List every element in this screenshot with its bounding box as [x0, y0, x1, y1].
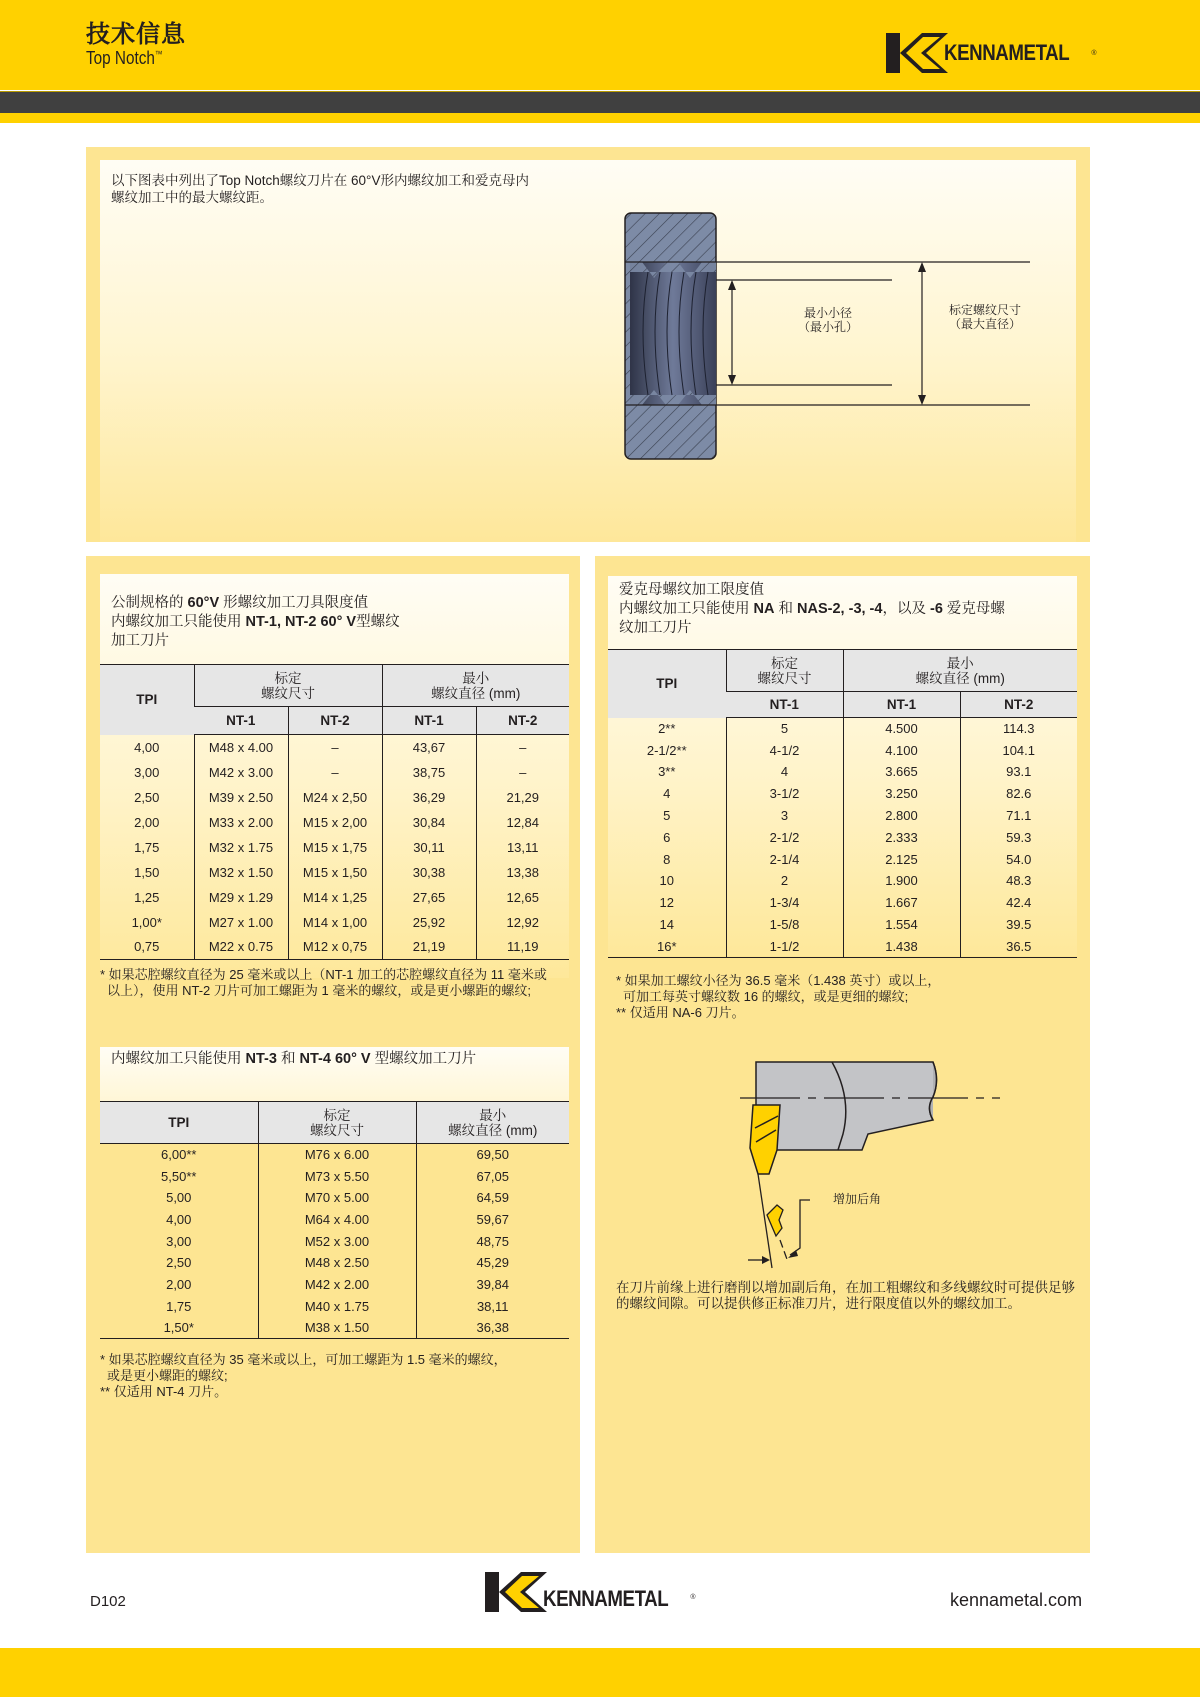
cell-nominal: M52 x 3.00 — [258, 1230, 416, 1252]
cell-nt1: M27 x 1.00 — [194, 910, 288, 935]
cell-tpi: 1,50* — [100, 1317, 258, 1339]
cell-min-nt1: 2.800 — [843, 805, 960, 827]
cell-min: 64,59 — [416, 1187, 569, 1209]
cell-min-nt1: 30,11 — [382, 835, 476, 860]
cell-min-nt1: 4.500 — [843, 718, 960, 740]
cell-nt1: 2-1/4 — [726, 848, 843, 870]
header-yellow-strip — [0, 113, 1200, 123]
thread-section-diagram — [620, 210, 1040, 470]
footnote-line: 可加工每英寸螺纹数 16 的螺纹，或是更细的螺纹; — [623, 989, 909, 1004]
cell-nt2: M24 x 2,50 — [288, 785, 382, 810]
col-header-tpi: TPI — [608, 650, 726, 718]
cell-nominal: M64 x 4.00 — [258, 1209, 416, 1231]
kennametal-k-icon — [485, 1572, 547, 1612]
table-row — [608, 761, 1077, 783]
caption-line: 的螺纹间隙。可以提供修正标准刀片，进行限度值以外的螺纹加工。 — [616, 1296, 1021, 1311]
cell-min-nt2: 36.5 — [960, 935, 1077, 957]
table-row — [100, 1144, 569, 1166]
minor-diameter-label — [783, 306, 873, 334]
major-label-line1: 标定螺纹尺寸 — [948, 303, 1021, 317]
table-row — [608, 935, 1077, 957]
thread-cross-section-icon — [620, 210, 1040, 465]
intro-text-line1: 以下图表中列出了Top Notch螺纹刀片在 60°V形内螺纹加工和爱克母内 — [111, 173, 529, 188]
cell-min-nt2: 12,84 — [476, 810, 569, 835]
cell-min-nt2: 42.4 — [960, 892, 1077, 914]
page-code: D102 — [90, 1593, 126, 1610]
cell-min-nt1: 4.100 — [843, 739, 960, 761]
cell-min-nt1: 1.900 — [843, 870, 960, 892]
boring-bar-diagram — [740, 1050, 1020, 1275]
header-line: 标定 — [274, 670, 302, 686]
cell-tpi: 6 — [663, 829, 671, 845]
col-header-min-diameter — [382, 665, 569, 707]
table-row — [100, 735, 569, 760]
title-part: 内螺纹加工只能使用 — [111, 1051, 246, 1067]
cell-tpi: 1,25 — [134, 889, 160, 905]
cell-nt1: 2 — [726, 870, 843, 892]
cell-min-nt1: 30,38 — [382, 860, 476, 885]
cell-tpi: 6,00** — [161, 1147, 197, 1163]
cell-min-nt2: – — [476, 760, 569, 785]
cell-nominal: M70 x 5.00 — [258, 1187, 416, 1209]
cell-tpi: 1,75 — [134, 839, 160, 855]
title-part: ，以及 — [882, 601, 930, 617]
tool-diagram-caption — [616, 1280, 1086, 1312]
col-header-nt1: NT-1 — [726, 692, 843, 718]
cell-tpi: 1,50 — [134, 864, 160, 880]
cell-tpi: 2,00 — [134, 814, 160, 830]
cell-min-nt2: 54.0 — [960, 848, 1077, 870]
major-diameter-label — [935, 303, 1035, 331]
cell-min-nt2: – — [476, 735, 569, 760]
metric-title-line3: 加工刀片 — [111, 633, 169, 649]
footnote-line: 以上），使用 NT-2 刀片可加工螺距为 1 毫米的螺纹，或是更小螺距的螺纹; — [107, 983, 531, 998]
cell-min-nt2: 48.3 — [960, 870, 1077, 892]
table-row — [608, 870, 1077, 892]
cell-nt2: – — [288, 735, 382, 760]
cell-min-nt2: 12,92 — [476, 910, 569, 935]
cell-min-nt2: 104.1 — [960, 739, 1077, 761]
acme-table-footnote — [616, 973, 1086, 1021]
header-line: 螺纹直径 (mm) — [431, 685, 521, 701]
cell-nt1: M33 x 2.00 — [194, 810, 288, 835]
cell-nominal: M42 x 2.00 — [258, 1274, 416, 1296]
table-row — [608, 914, 1077, 936]
title-part: 内螺纹加工只能使用 — [619, 601, 754, 617]
cell-min-nt2: 12,65 — [476, 885, 569, 910]
intro-text-line2: 螺纹加工中的最大螺纹距。 — [111, 190, 273, 205]
cell-tpi: 12 — [659, 895, 674, 911]
cell-min-nt1: 3.250 — [843, 783, 960, 805]
cell-min-nt1: 1.554 — [843, 914, 960, 936]
footnote-line: ** 仅适用 NA-6 刀片。 — [616, 1005, 745, 1020]
cell-nt1: 3-1/2 — [726, 783, 843, 805]
cell-min: 39,84 — [416, 1274, 569, 1296]
header-line: 螺纹直径 (mm) — [448, 1122, 538, 1138]
cell-nominal: M76 x 6.00 — [258, 1144, 416, 1166]
cell-tpi: 5,50** — [161, 1168, 197, 1184]
col-header-nominal — [258, 1102, 416, 1144]
cell-tpi: 4 — [663, 786, 671, 802]
footer-yellow-band — [0, 1648, 1200, 1697]
cell-min: 38,11 — [416, 1295, 569, 1317]
cell-min-nt1: 36,29 — [382, 785, 476, 810]
subtitle-text: Top Notch — [86, 48, 155, 68]
footnote-line: * 如果芯腔螺纹直径为 25 毫米或以上（NT-1 加工的芯腔螺纹直径为 11 毫米或 — [100, 967, 547, 982]
metric-limits-table — [100, 664, 569, 960]
metric-table-footnote — [100, 967, 570, 999]
header-line: 螺纹直径 (mm) — [915, 670, 1005, 686]
cell-min-nt1: 1.667 — [843, 892, 960, 914]
header-line: 最小 — [946, 655, 974, 671]
title-part: 和 — [774, 601, 798, 617]
cell-tpi: 3,00 — [166, 1233, 192, 1249]
table-row — [100, 760, 569, 785]
cell-min-nt1: 27,65 — [382, 885, 476, 910]
cell-tpi: 14 — [659, 917, 674, 933]
cell-min-nt1: 25,92 — [382, 910, 476, 935]
header-line: 标定 — [771, 655, 798, 671]
table-row — [100, 1317, 569, 1339]
cell-tpi: 8 — [663, 851, 671, 867]
cell-nt1: M48 x 4.00 — [194, 735, 288, 760]
table-row — [608, 805, 1077, 827]
col-header-nt2: NT-2 — [288, 707, 382, 735]
minor-label-line2: （最小孔） — [797, 320, 858, 334]
cell-tpi: 5 — [663, 808, 671, 824]
acme-title-line1: 爱克母螺纹加工限度值 — [619, 582, 764, 598]
cell-tpi: 3,00 — [134, 764, 160, 780]
cell-nominal: M38 x 1.50 — [258, 1317, 416, 1339]
title-part: 形螺纹加工刀具限度值 — [219, 595, 369, 611]
col-header-min-diameter — [843, 650, 1077, 692]
header-line: 螺纹尺寸 — [757, 670, 812, 686]
cell-min-nt1: 38,75 — [382, 760, 476, 785]
table-row — [100, 1295, 569, 1317]
cell-min: 59,67 — [416, 1209, 569, 1231]
intro-text — [111, 172, 541, 206]
cell-min-nt2: 21,29 — [476, 785, 569, 810]
cell-min-nt2: 39.5 — [960, 914, 1077, 936]
cell-min: 36,38 — [416, 1317, 569, 1339]
col-header-tpi: TPI — [100, 1102, 258, 1144]
footnote-line: ** 仅适用 NT-4 刀片。 — [100, 1384, 228, 1399]
header-band — [0, 0, 1200, 90]
cell-nt2: M15 x 1,75 — [288, 835, 382, 860]
minor-label-line1: 最小小径 — [803, 306, 852, 320]
cell-tpi: 4,00 — [166, 1211, 192, 1227]
cell-tpi: 2-1/2** — [646, 742, 687, 758]
cell-nominal: M48 x 2.50 — [258, 1252, 416, 1274]
table-row — [100, 935, 569, 960]
header-line: 标定 — [323, 1107, 351, 1123]
page-title: 技术信息 — [86, 21, 186, 48]
acme-title-line3: 纹加工刀片 — [619, 620, 692, 636]
cell-min: 67,05 — [416, 1165, 569, 1187]
title-part-bold: -6 — [930, 601, 943, 617]
nt34-table-footnote — [100, 1352, 570, 1400]
cell-nt1: M39 x 2.50 — [194, 785, 288, 810]
table-row — [100, 1252, 569, 1274]
metric-title-line2 — [111, 613, 571, 632]
table-row — [608, 826, 1077, 848]
cell-min-nt1: 43,67 — [382, 735, 476, 760]
cell-nt1: 5 — [726, 718, 843, 740]
header-line: 螺纹尺寸 — [310, 1122, 364, 1138]
cell-nt1: 4 — [726, 761, 843, 783]
table-row — [100, 1274, 569, 1296]
cell-nt2: M15 x 1,50 — [288, 860, 382, 885]
cell-nt1: M42 x 3.00 — [194, 760, 288, 785]
cell-min: 48,75 — [416, 1230, 569, 1252]
cell-nominal: M40 x 1.75 — [258, 1295, 416, 1317]
cell-tpi: 3** — [658, 764, 676, 780]
cell-tpi: 1,75 — [166, 1298, 192, 1314]
cell-nt1: M22 x 0.75 — [194, 935, 288, 960]
header-line: 最小 — [462, 670, 490, 686]
cell-min: 69,50 — [416, 1144, 569, 1166]
col-header-nt1: NT-1 — [194, 707, 288, 735]
cell-min-nt1: 2.125 — [843, 848, 960, 870]
brand-wordmark: KENNAMETAL — [944, 40, 1070, 65]
cell-nt2: – — [288, 760, 382, 785]
title-part-bold: 60°V — [187, 595, 220, 611]
title-part: 和 — [276, 1051, 300, 1067]
cell-min-nt2: 11,19 — [476, 935, 569, 960]
increased-clearance-label: 增加后角 — [833, 1192, 882, 1206]
cell-tpi: 2** — [658, 720, 676, 736]
table-row — [100, 1230, 569, 1252]
cell-min-nt2: 93.1 — [960, 761, 1077, 783]
title-part: 公制规格的 — [111, 595, 188, 611]
cell-tpi: 0,75 — [100, 935, 194, 960]
cell-nt1: 4-1/2 — [726, 739, 843, 761]
cell-tpi: 1,00* — [131, 914, 162, 930]
cell-min-nt2: 82.6 — [960, 783, 1077, 805]
kennametal-logo-footer[interactable] — [485, 1572, 696, 1612]
cell-nominal: M73 x 5.50 — [258, 1165, 416, 1187]
table-row — [608, 718, 1077, 740]
title-part-bold: NA — [753, 601, 775, 617]
cell-min-nt1: 2.333 — [843, 826, 960, 848]
metric-title-line1 — [111, 594, 571, 613]
cell-tpi: 2,00 — [166, 1276, 192, 1292]
kennametal-k-icon — [886, 33, 948, 73]
cell-min-nt2: 114.3 — [960, 718, 1077, 740]
nt34-limits-table — [100, 1101, 569, 1339]
trademark-mark: ™ — [154, 49, 163, 59]
title-part-bold: NT-3 — [245, 1051, 277, 1067]
table-row — [608, 739, 1077, 761]
caption-line: 在刀片前缘上进行磨削以增加副后角，在加工粗螺纹和多线螺纹时可提供足够 — [616, 1280, 1075, 1295]
kennametal-logo-header[interactable] — [886, 33, 1097, 73]
col-header-tpi: TPI — [100, 665, 194, 735]
cell-nt1: 3 — [726, 805, 843, 827]
cell-nt1: M29 x 1.29 — [194, 885, 288, 910]
table-row — [100, 1187, 569, 1209]
table-row — [608, 783, 1077, 805]
col-header-min-nt1: NT-1 — [382, 707, 476, 735]
nt34-table-title — [111, 1050, 571, 1069]
title-part: 型螺纹 — [356, 614, 400, 630]
col-header-min-nt2: NT-2 — [960, 692, 1077, 718]
table-row — [100, 835, 569, 860]
cell-nt2: M14 x 1,00 — [288, 910, 382, 935]
header-dark-bar — [0, 91, 1200, 113]
cell-tpi: 10 — [659, 873, 674, 889]
col-header-min-diameter — [416, 1102, 569, 1144]
table-row — [100, 785, 569, 810]
table-row — [608, 848, 1077, 870]
cell-min: 45,29 — [416, 1252, 569, 1274]
table-row — [100, 1165, 569, 1187]
footnote-line: * 如果加工螺纹小径为 36.5 毫米（1.438 英寸）或以上， — [616, 973, 941, 988]
title-part: 内螺纹加工只能使用 — [111, 614, 246, 630]
col-header-min-nt1: NT-1 — [843, 692, 960, 718]
col-header-nominal — [194, 665, 382, 707]
metric-table-title — [111, 594, 571, 651]
cell-min-nt2: 13,38 — [476, 860, 569, 885]
registered-mark: ® — [1091, 49, 1097, 57]
title-part-bold: NT-1, NT-2 60° V — [245, 614, 357, 630]
cell-nt1: 2-1/2 — [726, 826, 843, 848]
header-line: 螺纹尺寸 — [261, 685, 315, 701]
website-link[interactable]: kennametal.com — [950, 1590, 1083, 1610]
brand-wordmark: KENNAMETAL — [543, 1586, 669, 1611]
cell-tpi: 2,50 — [134, 789, 160, 805]
table-row — [608, 892, 1077, 914]
cell-nt1: M32 x 1.50 — [194, 860, 288, 885]
acme-table-title — [619, 581, 1079, 638]
acme-limits-table — [608, 649, 1077, 958]
table-row — [100, 860, 569, 885]
cell-nt2: M12 x 0,75 — [288, 935, 382, 960]
cell-min-nt1: 21,19 — [382, 935, 476, 960]
cell-min-nt1: 30,84 — [382, 810, 476, 835]
table-row — [100, 910, 569, 935]
cell-min-nt2: 59.3 — [960, 826, 1077, 848]
major-label-line2: （最大直径） — [948, 317, 1021, 331]
cell-nt1: M32 x 1.75 — [194, 835, 288, 860]
cell-tpi: 2,50 — [166, 1255, 192, 1271]
boring-bar-insert-icon — [740, 1050, 1020, 1270]
title-part-bold: NAS-2, -3, -4 — [797, 601, 883, 617]
table-row — [100, 1209, 569, 1231]
table-row — [100, 810, 569, 835]
title-part: 爱克母螺 — [942, 601, 1005, 617]
cell-min-nt1: 3.665 — [843, 761, 960, 783]
cell-nt2: M15 x 2,00 — [288, 810, 382, 835]
cell-min-nt2: 13,11 — [476, 835, 569, 860]
acme-title-line2 — [619, 600, 1079, 619]
cell-min-nt2: 71.1 — [960, 805, 1077, 827]
cell-nt2: M14 x 1,25 — [288, 885, 382, 910]
header-line: 最小 — [479, 1107, 507, 1123]
col-header-nominal — [726, 650, 843, 692]
title-part: 型螺纹加工刀片 — [370, 1051, 477, 1067]
table-row — [100, 885, 569, 910]
cell-nt1: 1-3/4 — [726, 892, 843, 914]
footnote-line: 或是更小螺距的螺纹; — [107, 1368, 228, 1383]
page-subtitle — [86, 48, 163, 69]
col-header-min-nt2: NT-2 — [476, 707, 569, 735]
title-part-bold: NT-4 60° V — [299, 1051, 371, 1067]
cell-nt1: 1-1/2 — [726, 935, 843, 957]
cell-tpi: 16* — [608, 935, 726, 957]
cell-tpi: 4,00 — [134, 739, 160, 755]
cell-tpi: 5,00 — [166, 1190, 192, 1206]
footnote-line: * 如果芯腔螺纹直径为 35 毫米或以上，可加工螺距为 1.5 毫米的螺纹， — [100, 1352, 507, 1367]
cell-min-nt1: 1.438 — [843, 935, 960, 957]
cell-nt1: 1-5/8 — [726, 914, 843, 936]
registered-mark: ® — [690, 1593, 696, 1601]
